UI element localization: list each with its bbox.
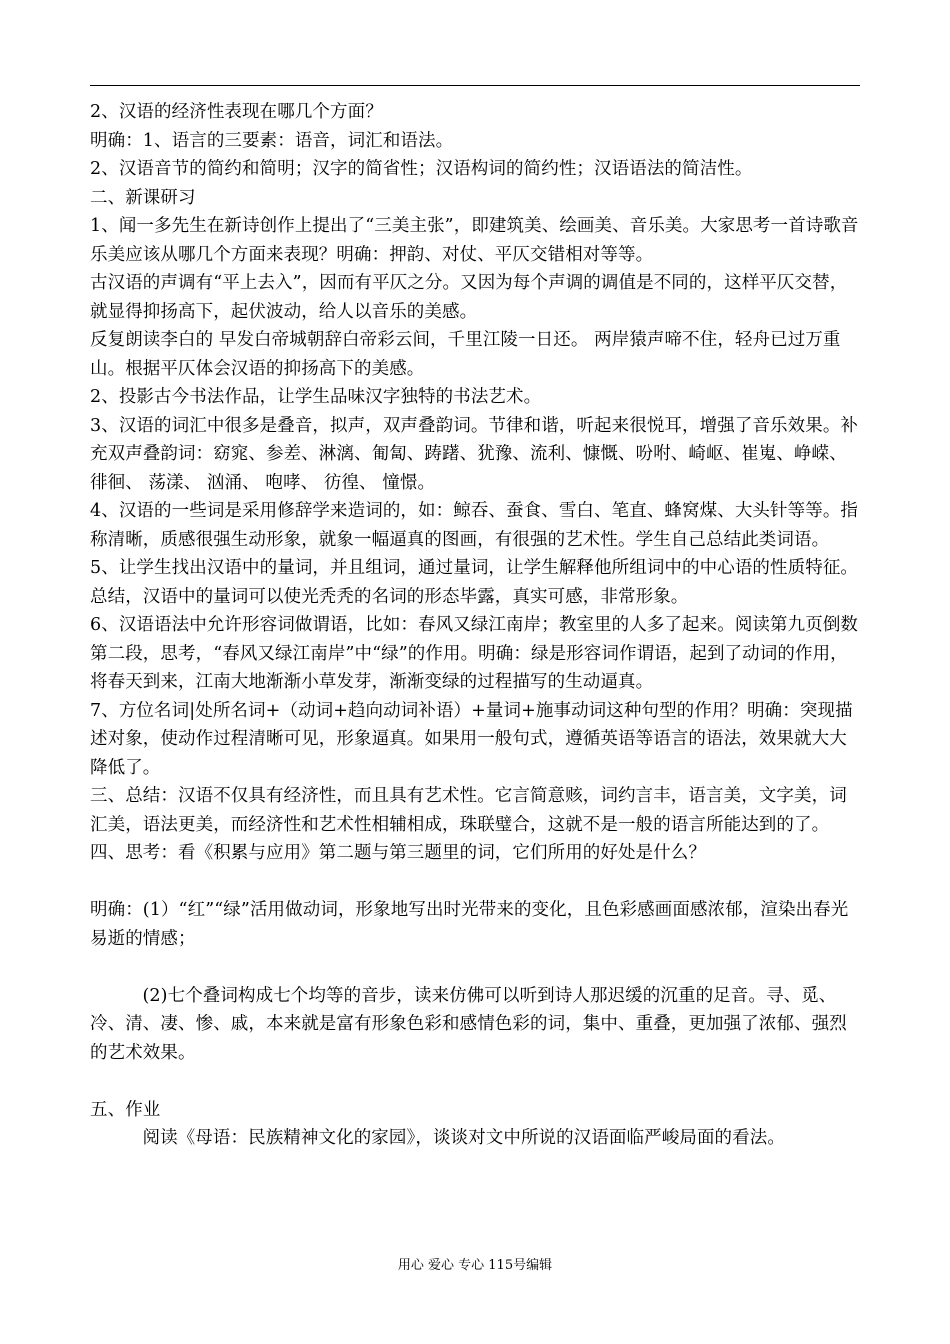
paragraph: (2)七个叠词构成七个均等的音步，读来仿佛可以听到诗人那迟缓的沉重的足音。寻、觅、冷、清、凄、惨、戚，本来就是富有形象色彩和感情色彩的词，集中、重叠，更加强了浓郁、强烈的艺术效果。 bbox=[90, 985, 847, 1063]
paragraph: 3、汉语的词汇中很多是叠音，拟声，双声叠韵词。节律和谐，听起来很悦耳，增强了音乐效果。补充双声叠韵词：窈窕、参差、淋漓、匍匐、踌躇、犹豫、流利、慷慨、吩咐、崎岖、崔嵬、峥嵘、 徘徊、 荡漾、 汹涌、 咆哮、 彷徨、 憧憬。 bbox=[90, 415, 859, 493]
spacer bbox=[90, 868, 860, 897]
section-heading: 二、新课研习 bbox=[90, 187, 196, 208]
header-rule bbox=[90, 85, 860, 86]
paragraph: 4、汉语的一些词是采用修辞学来造词的，如：鲸吞、蚕食、雪白、笔直、蜂窝煤、大头针等等。指称清晰，质感很强生动形象，就象一幅逼真的图画，有很强的艺术性。学生自己总结此类词语。 bbox=[90, 501, 859, 550]
paragraph: 1、闻一多先生在新诗创作上提出了“三美主张”，即建筑美、绘画美、音乐美。大家思考一首诗歌音乐美应该从哪几个方面来表现？明确：押韵、对仗、平仄交错相对等等。 bbox=[90, 216, 859, 265]
paragraph: 2、投影古今书法作品，让学生品味汉字独特的书法艺术。 bbox=[90, 387, 542, 407]
document-body bbox=[90, 98, 860, 1153]
page-footer: 用心 爱心 专心 115号编辑 bbox=[397, 1258, 553, 1273]
paragraph: 反复朗读李白的 早发白帝城朝辞白帝彩云间，千里江陵一日还。 两岸猿声啼不住，轻舟已过万重山。根据平仄体会汉语的抑扬高下的美感。 bbox=[90, 330, 841, 379]
paragraph: 7、方位名词|处所名词+（动词+趋向动词补语）+量词+施事动词这种句型的作用？明确：突现描述对象，使动作过程清晰可见，形象逼真。如果用一般句式，遵循英语等语言的语法，效果就大大降低了。 bbox=[90, 700, 853, 778]
paragraph: 5、让学生找出汉语中的量词，并且组词，通过量词，让学生解释他所组词中的中心语的性质特征。总结，汉语中的量词可以使光秃秃的名词的形态毕露，真实可感，非常形象。 bbox=[90, 558, 859, 607]
answer-line: 明确：1、语言的三要素：语音，词汇和语法。 bbox=[90, 130, 454, 151]
question-line: 2、汉语的经济性表现在哪几个方面？ bbox=[90, 102, 383, 122]
paragraph: 明确：(1）“红”“绿”活用做动词，形象地写出时光带来的变化，且色彩感画面感浓郁，渲染出春光易逝的情感； bbox=[90, 900, 849, 949]
answer-line: 2、汉语音节的简约和简明；汉字的简省性；汉语构词的简约性；汉语语法的简洁性。 bbox=[90, 159, 753, 179]
paragraph: 阅读《母语：民族精神文化的家园》，谈谈对文中所说的汉语面临严峻局面的看法。 bbox=[142, 1128, 785, 1148]
spacer bbox=[90, 1067, 860, 1096]
paragraph: 6、汉语语法中允许形容词做谓语，比如：春风又绿江南岸；教室里的人多了起来。阅读第九页倒数第二段，思考，“春风又绿江南岸”中“绿”的作用。明确：绿是形容词作谓语，起到了动词的作用，将春天到来，江南大地渐渐小草发芽，渐渐变绿的过程描写的生动逼真。 bbox=[90, 615, 859, 692]
section-heading: 三、总结：汉语不仅具有经济性，而且具有艺术性。它言简意赅，词约言丰，语言美，文字美，词汇美，语法更美，而经济性和艺术性相辅相成，珠联璧合，这就不是一般的语言所能达到的了。 bbox=[90, 786, 847, 835]
spacer bbox=[90, 953, 860, 982]
section-heading: 四、思考：看《积累与应用》第二题与第三题里的词，它们所用的好处是什么？ bbox=[90, 843, 706, 863]
paragraph: 古汉语的声调有“平上去入”，因而有平仄之分。又因为每个声调的调值是不同的，这样平仄交替，就显得抑扬高下，起伏波动，给人以音乐的美感。 bbox=[90, 273, 848, 322]
section-heading: 五、作业 bbox=[90, 1099, 161, 1120]
